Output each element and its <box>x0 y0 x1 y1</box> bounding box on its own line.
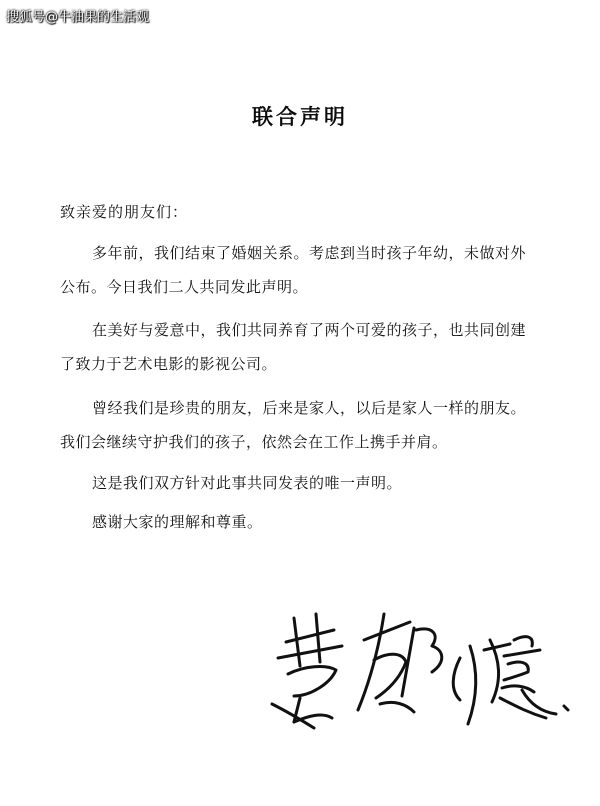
paragraph-1: 多年前，我们结束了婚姻关系。考虑到当时孩子年幼，未做对外公布。今日我们二人共同发此声明。 <box>60 244 527 296</box>
greeting-line: 致亲爱的朋友们： <box>60 203 189 221</box>
document-title: 联合声明 <box>252 104 348 129</box>
paragraph-2: 在美好与爱意中，我们共同养育了两个可爱的孩子，也共同创建了致力于艺术电影的影视公司。 <box>60 321 527 373</box>
watermark-text: 搜狐号@牛油果的生活观 <box>6 10 150 25</box>
handwritten-signature <box>264 600 584 740</box>
paragraph-5: 感谢大家的理解和尊重。 <box>92 513 263 531</box>
paragraph-3: 曾经我们是珍贵的朋友，后来是家人，以后是家人一样的朋友。我们会继续守护我们的孩子，依然会在工作上携手并肩。 <box>60 399 527 451</box>
paragraph-4: 这是我们双方针对此事共同发表的唯一声明。 <box>92 474 403 492</box>
